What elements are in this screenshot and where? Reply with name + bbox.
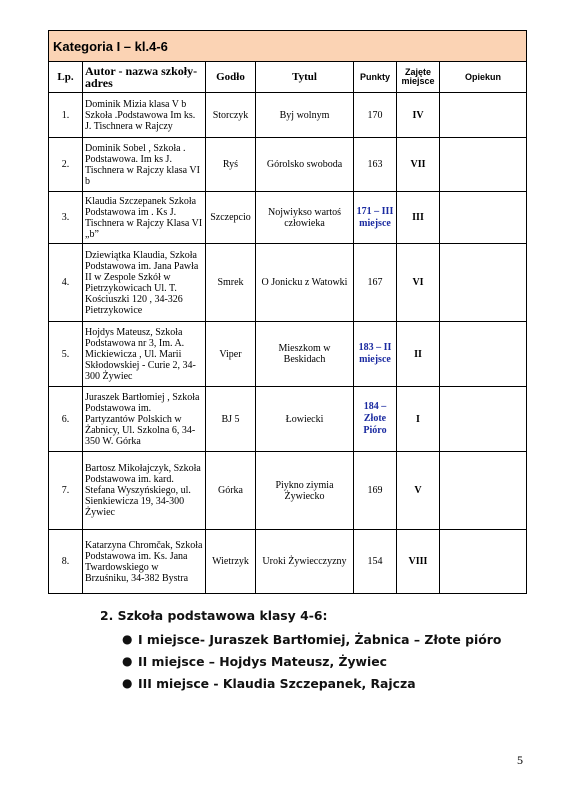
page-number: 5 — [517, 753, 523, 767]
summary-title: 2. Szkoła podstawowa klasy 4-6: — [100, 608, 328, 623]
cell-zajete: VIII — [397, 530, 440, 594]
cell-author: Dziewiątka Klaudia, Szkoła Podstawowa im. Jana Pawła II w Zespole Szkół w Pietrzykowicach Ul. T. Kościuszki 120 , 34-326 Pietrzykowice — [83, 244, 206, 322]
table-row — [49, 93, 527, 138]
cell-godlo: Górka — [206, 452, 256, 530]
table-row — [49, 244, 527, 322]
cell-godlo: Viper — [206, 322, 256, 387]
bullet-icon: ● — [122, 632, 133, 646]
cell-author: Bartosz Mikołajczyk, Szkoła Podstawowa im. kard. Stefana Wyszyńskiego, ul. Sienkiewicza 19, 34-300 Żywiec — [83, 452, 206, 530]
cell-tytul: Uroki Żywiecczyzny — [256, 530, 354, 594]
category-row — [49, 31, 527, 62]
list-item — [122, 654, 501, 676]
cell-lp: 4. — [49, 244, 83, 322]
header-punkty: Punkty — [354, 62, 397, 93]
cell-lp: 2. — [49, 138, 83, 192]
list-item — [122, 632, 501, 654]
cell-godlo: BJ 5 — [206, 387, 256, 452]
header-tytul: Tytul — [256, 62, 354, 93]
category-title: Kategoria I – kl.4-6 — [49, 31, 527, 62]
cell-zajete: II — [397, 322, 440, 387]
cell-godlo: Ryś — [206, 138, 256, 192]
cell-lp: 5. — [49, 322, 83, 387]
summary-item-text: II miejsce – Hojdys Mateusz, Żywiec — [138, 654, 388, 669]
cell-godlo: Smrek — [206, 244, 256, 322]
table-row — [49, 322, 527, 387]
table-row — [49, 192, 527, 244]
cell-tytul: O Jonicku z Watowki — [256, 244, 354, 322]
cell-zajete: VII — [397, 138, 440, 192]
header-godlo: Godło — [206, 62, 256, 93]
cell-tytul: Byj wolnym — [256, 93, 354, 138]
cell-lp: 1. — [49, 93, 83, 138]
cell-punkty: 170 — [354, 93, 397, 138]
cell-author: Hojdys Mateusz, Szkoła Podstawowa nr 3, Im. A. Mickiewicza , Ul. Marii Skłodowskiej - Curie 2, 34-300 Żywiec — [83, 322, 206, 387]
cell-opiekun — [440, 138, 527, 192]
table-row — [49, 138, 527, 192]
header-opiekun: Opiekun — [440, 62, 527, 93]
cell-tytul: Łowiecki — [256, 387, 354, 452]
cell-opiekun — [440, 93, 527, 138]
header-lp: Lp. — [49, 62, 83, 93]
table-header-row — [49, 62, 527, 93]
summary-section — [100, 608, 501, 698]
cell-opiekun — [440, 322, 527, 387]
table-row — [49, 387, 527, 452]
cell-punkty: 163 — [354, 138, 397, 192]
summary-list — [100, 632, 501, 698]
cell-author: Dominik Mizia klasa V b Szkoła .Podstawowa Im ks. J. Tischnera w Rajczy — [83, 93, 206, 138]
cell-punkty: 183 – II miejsce — [354, 322, 397, 387]
cell-opiekun — [440, 244, 527, 322]
cell-lp: 8. — [49, 530, 83, 594]
cell-tytul: Górolsko swoboda — [256, 138, 354, 192]
header-zajete: Zajęte miejsce — [397, 62, 440, 93]
cell-author: Katarzyna Chromčak, Szkoła Podstawowa im. Ks. Jana Twardowskiego w Brzuśniku, 34-382 Bystra — [83, 530, 206, 594]
cell-opiekun — [440, 530, 527, 594]
table-row — [49, 530, 527, 594]
cell-godlo: Storczyk — [206, 93, 256, 138]
header-author: Autor - nazwa szkoły- adres — [83, 62, 206, 93]
cell-lp: 7. — [49, 452, 83, 530]
cell-lp: 3. — [49, 192, 83, 244]
cell-zajete: V — [397, 452, 440, 530]
cell-opiekun — [440, 192, 527, 244]
cell-author: Klaudia Szczepanek Szkoła Podstawowa im . Ks J. Tischnera w Rajczy Klasa VI „b” — [83, 192, 206, 244]
cell-punkty: 171 – III miejsce — [354, 192, 397, 244]
summary-item-text: III miejsce - Klaudia Szczepanek, Rajcza — [138, 676, 416, 691]
cell-author: Dominik Sobel , Szkoła . Podstawowa. Im ks J. Tischnera w Rajczy klasa VI b — [83, 138, 206, 192]
cell-punkty: 184 – Złote Pióro — [354, 387, 397, 452]
cell-tytul: Mieszkom w Beskidach — [256, 322, 354, 387]
cell-godlo: Szczepcio — [206, 192, 256, 244]
cell-opiekun — [440, 387, 527, 452]
cell-punkty: 169 — [354, 452, 397, 530]
cell-author: Juraszek Bartłomiej , Szkoła Podstawowa im. Partyzantów Polskich w Żabnicy, Ul. Szkolna 6, 34-350 W. Górka — [83, 387, 206, 452]
list-item — [122, 676, 501, 698]
cell-tytul: Piykno ziymia Żywiecko — [256, 452, 354, 530]
summary-item-text: I miejsce- Juraszek Bartłomiej, Żabnica – Złote pióro — [138, 632, 502, 647]
cell-zajete: VI — [397, 244, 440, 322]
cell-punkty: 154 — [354, 530, 397, 594]
cell-godlo: Wietrzyk — [206, 530, 256, 594]
bullet-icon: ● — [122, 676, 133, 690]
cell-lp: 6. — [49, 387, 83, 452]
cell-tytul: Nojwiykso wartoś człowieka — [256, 192, 354, 244]
cell-punkty: 167 — [354, 244, 397, 322]
cell-zajete: I — [397, 387, 440, 452]
cell-zajete: III — [397, 192, 440, 244]
bullet-icon: ● — [122, 654, 133, 668]
cell-zajete: IV — [397, 93, 440, 138]
results-table — [48, 30, 527, 594]
table-row — [49, 452, 527, 530]
cell-opiekun — [440, 452, 527, 530]
